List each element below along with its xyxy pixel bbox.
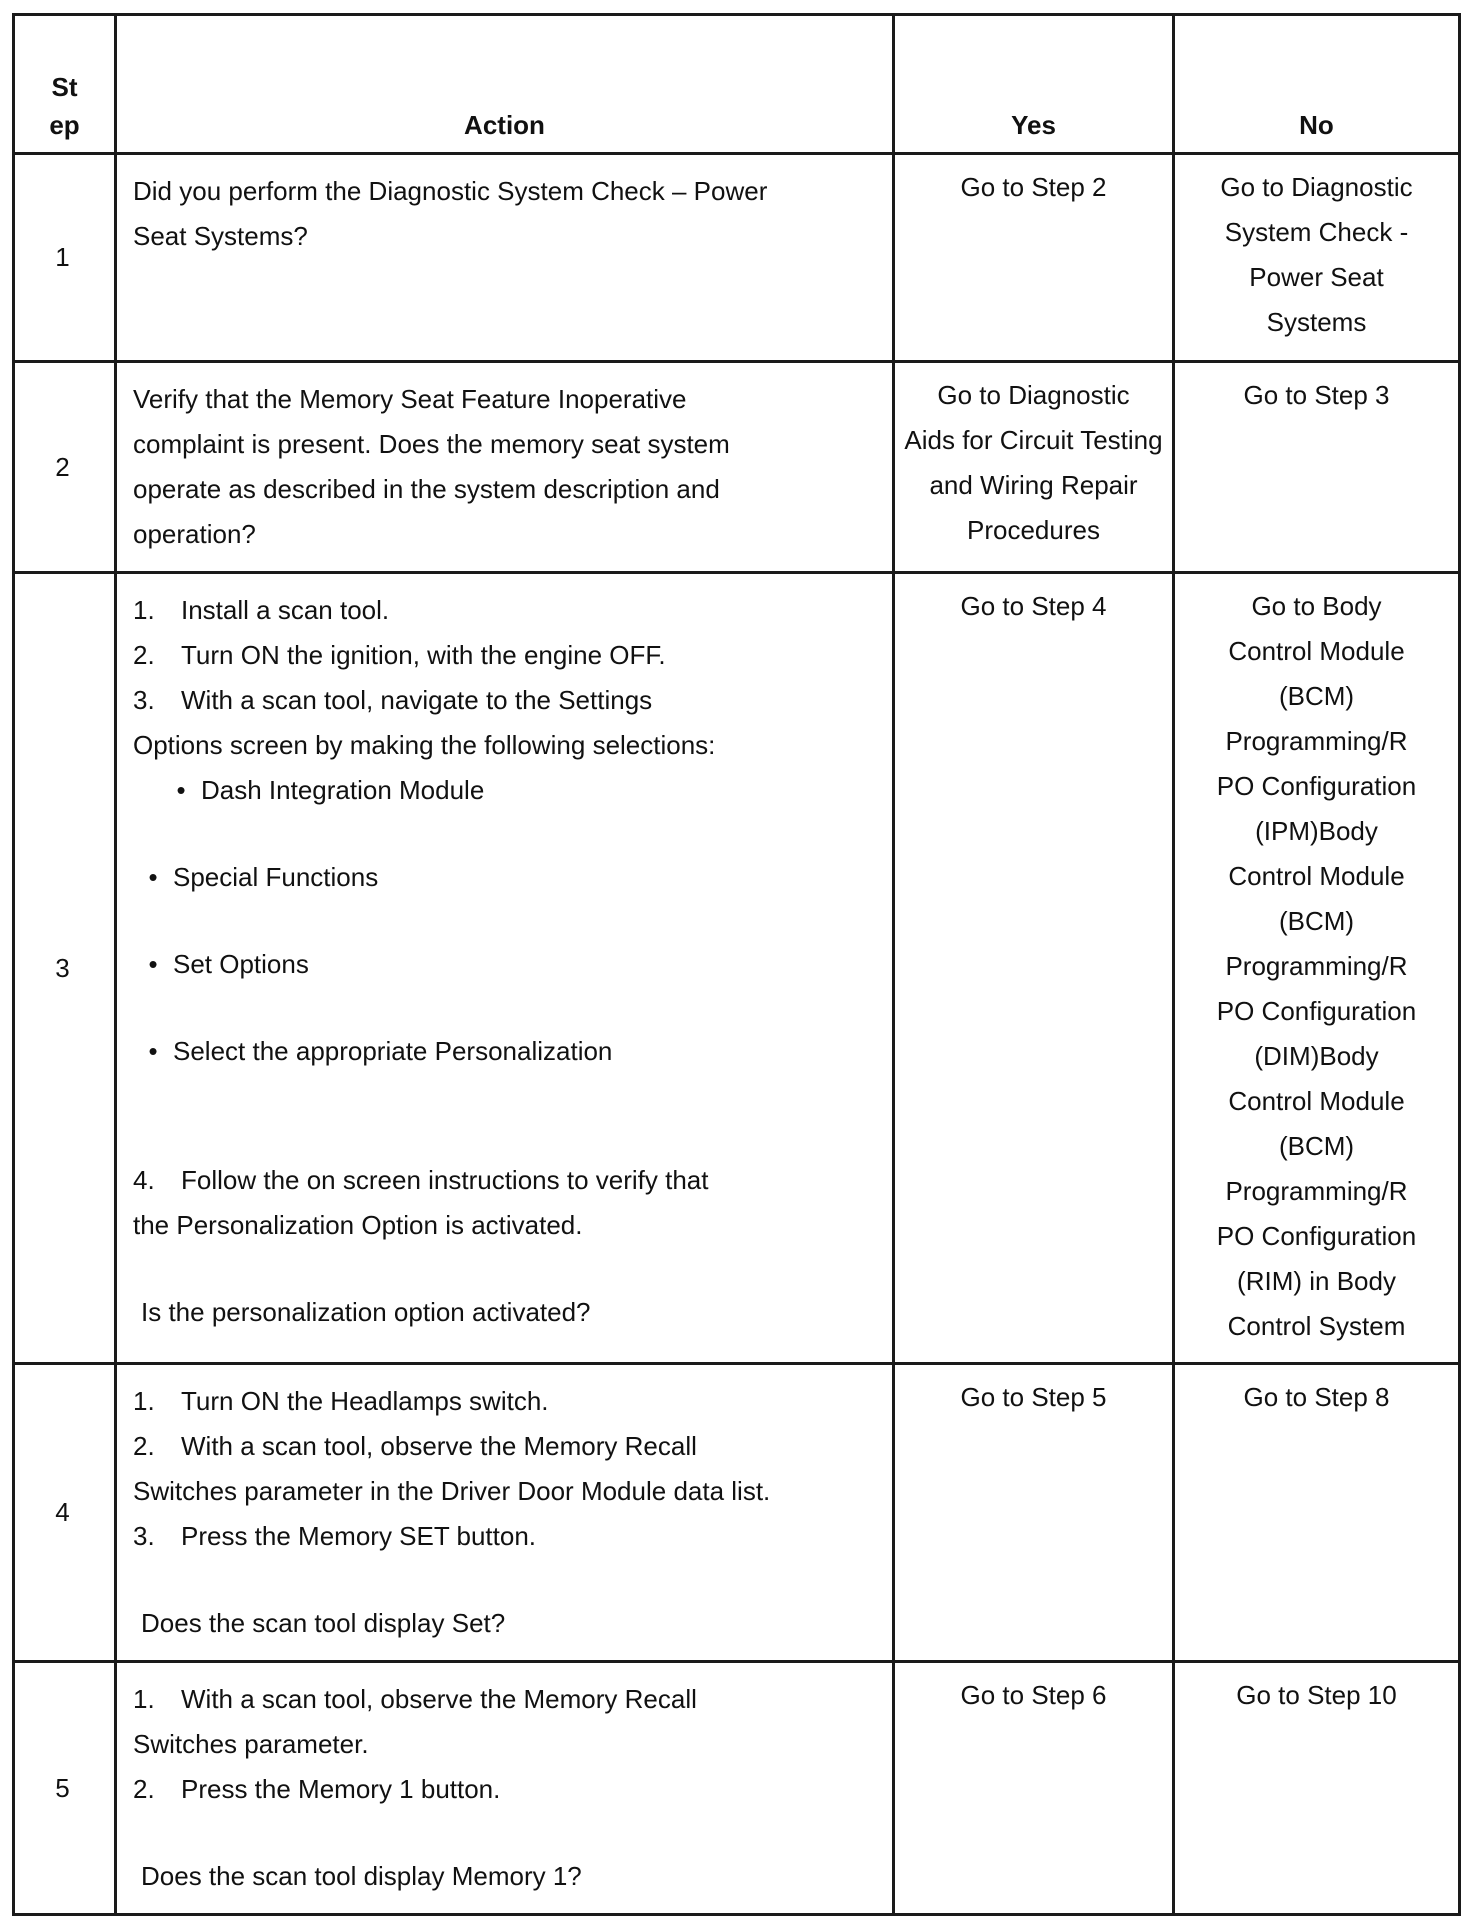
yes-goto: Go to Step 4 — [960, 591, 1107, 621]
header-no: No — [1174, 15, 1460, 154]
action-cell: Did you perform the Diagnostic System Check – Power Seat Systems? — [116, 154, 894, 362]
yes-cell — [894, 1662, 1174, 1915]
step-number: 5 — [14, 1662, 116, 1915]
header-step-line1: St — [51, 72, 78, 102]
yes-cell: Go to Diagnostic Aids for Circuit Testing and Wiring Repair Procedures — [894, 362, 1174, 573]
action-cell: 1. Turn ON the Headlamps switch. 2. With a scan tool, observe the Memory Recall Switches parameter in the Driver Door Module data list. 3. Press the Memory SET button. Does the scan tool display Set? — [116, 1364, 894, 1662]
yes-goto: Go to Step 5 — [960, 1382, 1107, 1412]
no-cell — [1174, 1364, 1460, 1662]
diagnostic-table — [12, 13, 1461, 1916]
action-cell: Verify that the Memory Seat Feature Inoperative complaint is present. Does the memory seat system operate as described in the system description and operation? — [116, 362, 894, 573]
no-cell — [1174, 362, 1460, 573]
table-row — [14, 362, 1460, 573]
yes-cell — [894, 573, 1174, 1364]
table-row — [14, 1662, 1460, 1915]
yes-goto: Go to Step 6 — [960, 1680, 1107, 1710]
header-action: Action — [116, 15, 894, 154]
action-cell: 1. With a scan tool, observe the Memory Recall Switches parameter. 2. Press the Memory 1 button. Does the scan tool display Memory 1? — [116, 1662, 894, 1915]
step-number: 3 — [14, 573, 116, 1364]
no-cell: Go to Body Control Module (BCM) Programming/R PO Configuration (IPM)Body Control Module (BCM) Programming/R PO Configuration (DIM)Body Control Module (BCM) Programming/R PO Configuration (RIM) in Body Control System — [1174, 573, 1460, 1364]
action-cell: 1. Install a scan tool. 2. Turn ON the ignition, with the engine OFF. 3. With a scan tool, navigate to the Settings Options screen by making the following selections: • Dash Integration Module • Special Functions • Set Options • Select the appropriate Personalization 4. Follow the on screen instructions to verify that the Personalization Option is activated. Is the personalization option activated? — [116, 573, 894, 1364]
header-step — [14, 15, 116, 154]
no-goto: Go to Step 10 — [1236, 1680, 1397, 1710]
step-number: 4 — [14, 1364, 116, 1662]
header-step-line2: ep — [49, 110, 80, 140]
yes-goto: Go to Step 2 — [960, 172, 1107, 202]
no-cell — [1174, 1662, 1460, 1915]
no-goto: Go to Step 3 — [1243, 380, 1390, 410]
yes-cell — [894, 154, 1174, 362]
table-row — [14, 573, 1460, 1364]
table-row — [14, 154, 1460, 362]
no-cell: Go to Diagnostic System Check - Power Seat Systems — [1174, 154, 1460, 362]
table-row — [14, 1364, 1460, 1662]
header-yes: Yes — [894, 15, 1174, 154]
header-row — [14, 15, 1460, 154]
yes-cell — [894, 1364, 1174, 1662]
step-number: 2 — [14, 362, 116, 573]
step-number: 1 — [14, 154, 116, 362]
no-goto: Go to Step 8 — [1243, 1382, 1390, 1412]
